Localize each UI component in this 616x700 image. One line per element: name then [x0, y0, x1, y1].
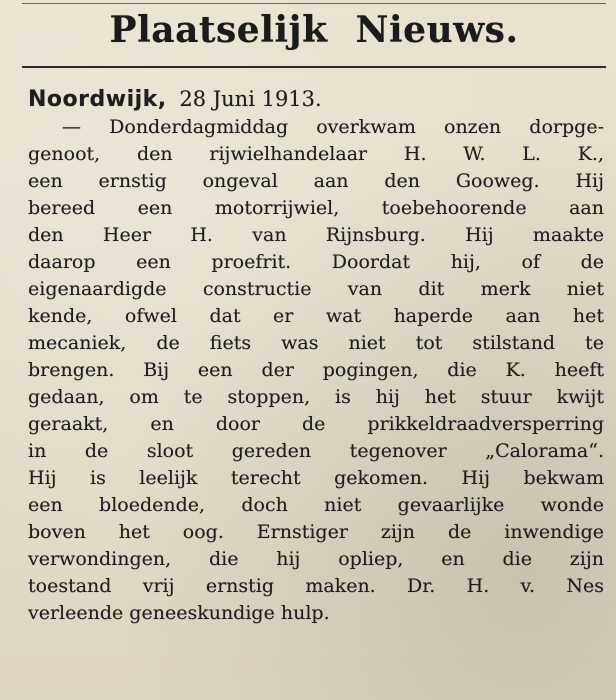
- article-line: eigenaardigde constructie van dit merk niet: [28, 278, 604, 300]
- article-line: brengen. Bij een der pogingen, die K. heeft: [28, 359, 604, 381]
- article-line: genoot, den rijwielhandelaar H. W. L. K.,: [28, 143, 604, 165]
- article-line: een ernstig ongeval aan den Gooweg. Hij: [28, 170, 604, 192]
- article-line: bereed een motorrijwiel, toebehoorende aan: [28, 197, 604, 219]
- article-line: Hij is leelijk terecht gekomen. Hij bekwam: [28, 467, 604, 489]
- section-heading-word-2: Nieuws.: [355, 9, 519, 51]
- article-line: den Heer H. van Rijnsburg. Hij maakte: [28, 224, 604, 246]
- article-line: boven het oog. Ernstiger zijn de inwendige: [28, 521, 604, 543]
- article-line: — Donderdagmiddag overkwam onzen dorpge-: [62, 116, 604, 138]
- article-dateline: [28, 84, 604, 114]
- section-heading-word-1: Plaatselijk: [109, 9, 328, 51]
- article-line: toestand vrij ernstig maken. Dr. H. v. Nes: [28, 575, 604, 597]
- news-article: [28, 84, 604, 627]
- article-line: daarop een proefrit. Doordat hij, of de: [28, 251, 604, 273]
- article-line: mecaniek, de fiets was niet tot stilstand te: [28, 332, 604, 354]
- article-line: geraakt, en door de prikkeldraadversperring: [28, 413, 604, 435]
- article-line: een bloedende, doch niet gevaarlijke wonde: [28, 494, 604, 516]
- article-line: kende, ofwel dat er wat haperde aan het: [28, 305, 604, 327]
- top-rule: [22, 3, 606, 4]
- article-line: in de sloot gereden tegenover „Calorama“.: [28, 440, 604, 462]
- article-line: gedaan, om te stoppen, is hij het stuur kwijt: [28, 386, 604, 408]
- section-heading: [22, 6, 606, 54]
- article-line: verwondingen, die hij opliep, en die zijn: [28, 548, 604, 570]
- article-line: verleende geneeskundige hulp.: [28, 602, 330, 624]
- article-date: 28 Juni 1913.: [179, 87, 322, 111]
- article-place: Noordwijk,: [28, 87, 167, 112]
- heading-rule: [22, 66, 606, 68]
